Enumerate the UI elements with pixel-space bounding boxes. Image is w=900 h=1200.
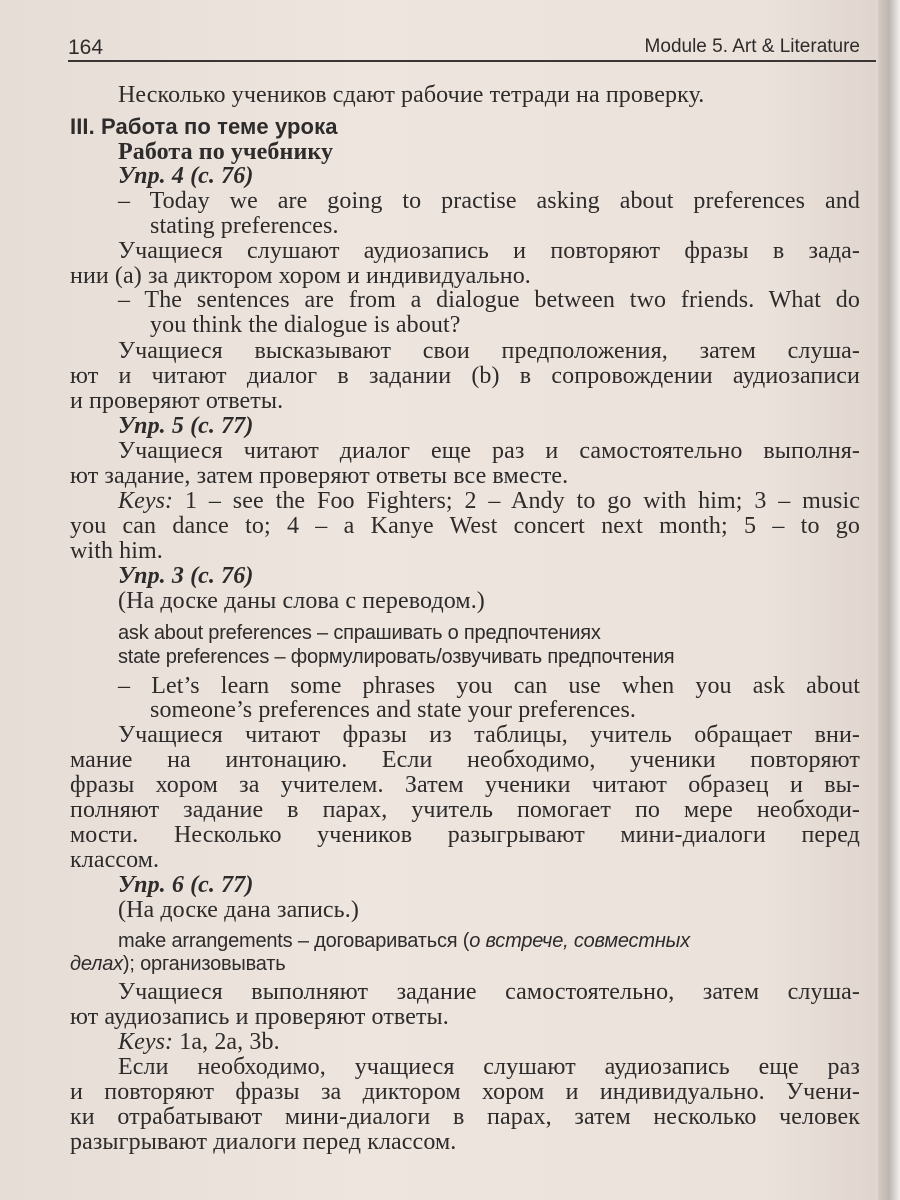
keys-text: 1a, 2a, 3b. [179,1029,280,1055]
vocab-italic: делах [70,953,123,975]
paragraph-line: Несколько учеников сдают рабочие тетради на проверку. [118,82,705,108]
dialogue-line: – Today we are going to practise asking about preferences and [118,188,860,214]
paragraph-line: полняют задание в парах, учитель помогает по мере необходи- [70,797,860,823]
keys-line: you can dance to; 4 – a Kanye West concert next month; 5 – to go [70,513,860,539]
vocabulary-line: ask about preferences – спрашивать о предпочтениях [118,622,601,644]
vocabulary-line: state preferences – формулировать/озвучивать предпочтения [118,646,675,668]
exercise-heading: Упр. 6 (с. 77) [118,872,254,898]
section-heading: III. Работа по теме урока [70,114,338,139]
paragraph-line: Учащиеся читают фразы из таблицы, учитель обращает вни- [118,722,860,748]
dialogue-line: – The sentences are from a dialogue between two friends. What do [118,287,860,313]
keys-label: Keys: [118,488,174,514]
paragraph-line: ют аудиозапись и проверяют ответы. [70,1004,449,1030]
exercise-heading: Упр. 4 (с. 76) [118,163,254,189]
vocabulary-line [70,951,285,977]
exercise-heading: Упр. 5 (с. 77) [118,413,254,439]
paragraph-line: (На доске дана запись.) [118,897,359,923]
paragraph-line: и проверяют ответы. [70,388,284,414]
vocab-italic: о встрече, совместных [469,930,690,952]
paragraph-line: (На доске даны слова с переводом.) [118,588,485,614]
exercise-heading: Упр. 3 (с. 76) [118,563,254,589]
paragraph-line: ют и читают диалог в задании (b) в сопровождении аудиозаписи [70,363,860,389]
dialogue-line: you think the dialogue is about? [150,312,461,338]
paragraph-line: мание на интонацию. Если необходимо, ученики повторяют [70,747,860,773]
paragraph-line: Учащиеся выполняют задание самостоятельно, затем слуша- [118,979,860,1005]
keys-line [118,488,860,514]
paragraph-line: и повторяют фразы за диктором хором и индивидуально. Учени- [70,1079,860,1105]
subheading: Работа по учебнику [118,139,334,165]
paragraph-line: мости. Несколько учеников разыгрывают мини-диалоги перед [70,822,860,848]
page-edge-shadow [878,0,900,1200]
paragraph-line: ют задание, затем проверяют ответы все вместе. [70,463,569,489]
vocab-text: make arrangements – договариваться ( [118,930,470,952]
dialogue-line: stating preferences. [150,213,339,239]
paragraph-line: Учащиеся слушают аудиозапись и повторяют фразы в зада- [118,238,860,264]
header-rule [68,60,876,62]
paragraph-line: классом. [70,847,160,873]
page-number: 164 [68,36,104,59]
keys-text: 1 – see the Foo Fighters; 2 – Andy to go with him; 3 – music [184,488,861,514]
dialogue-line: – Let’s learn some phrases you can use when you ask about [118,673,860,699]
paragraph-line: ки отрабатывают мини-диалоги в парах, затем несколько человек [70,1104,860,1130]
keys-line [118,1029,280,1055]
running-title: Module 5. Art & Literature [644,36,860,57]
paragraph-line: нии (a) за диктором хором и индивидуально. [70,263,531,289]
paragraph-line: Учащиеся высказывают свои предположения, затем слуша- [118,338,860,364]
keys-line: with him. [70,538,163,564]
dialogue-line: someone’s preferences and state your preferences. [150,697,637,723]
paragraph-line: Учащиеся читают диалог еще раз и самостоятельно выполня- [118,438,860,464]
keys-label: Keys: [118,1029,174,1055]
paragraph-line: фразы хором за учителем. Затем ученики читают образец и вы- [70,772,860,798]
vocab-text: ); организовывать [122,953,286,975]
paragraph-line: Если необходимо, учащиеся слушают аудиозапись еще раз [118,1054,860,1080]
paragraph-line: разыгрывают диалоги перед классом. [70,1129,457,1155]
